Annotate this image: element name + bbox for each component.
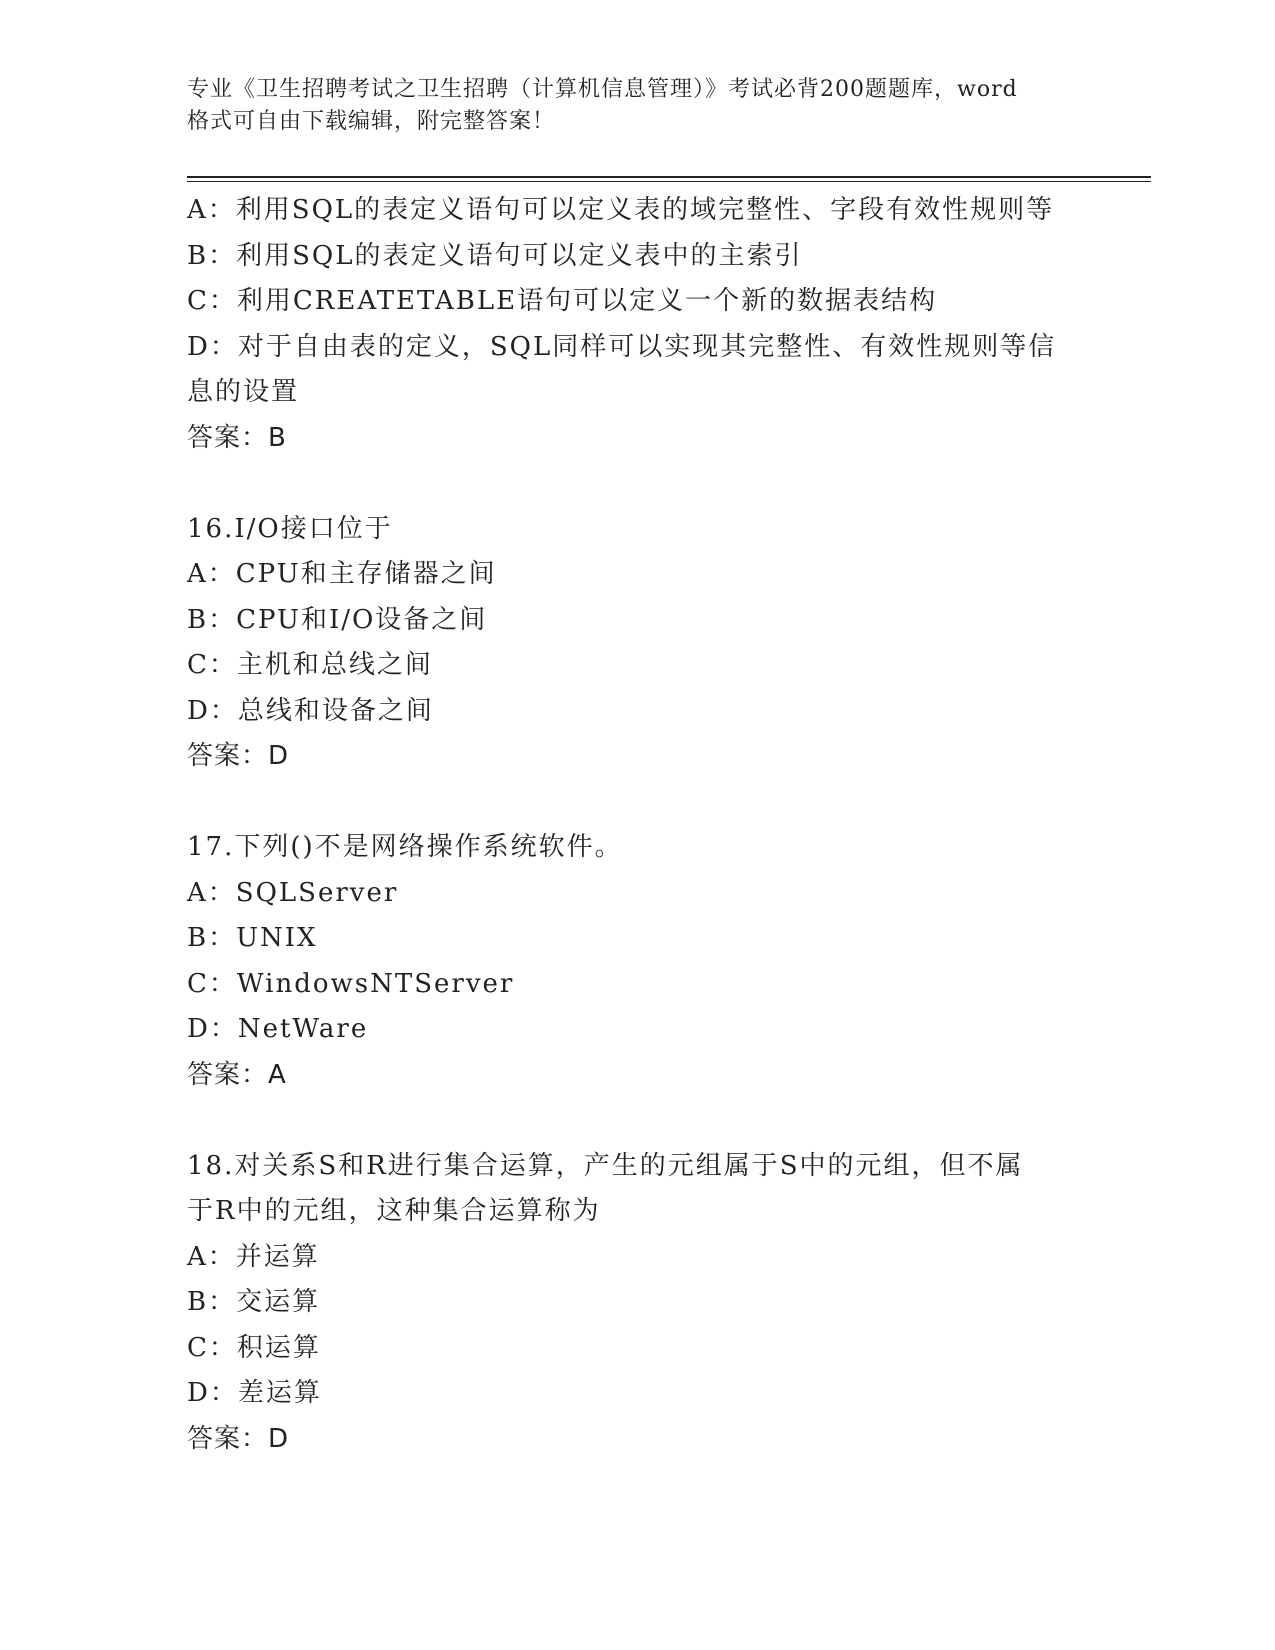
answer: 答案：B [187, 422, 287, 453]
spacer [187, 780, 1087, 826]
option-a: A：利用SQL的表定义语句可以定义表的域完整性、字段有效性规则等 [187, 195, 1055, 225]
option-b: B：利用SQL的表定义语句可以定义表中的主索引 [187, 240, 803, 271]
question-list [187, 188, 1087, 1462]
option-a: A：并运算 [187, 1241, 320, 1272]
header-divider-thin [187, 181, 1151, 182]
spacer [187, 1098, 1087, 1144]
option-d-line-2: 息的设置 [187, 377, 300, 407]
question-text-line-1: 18.对关系S和R进行集合运算，产生的元组属于S中的元组，但不属 [187, 1150, 1024, 1181]
document-header [187, 74, 1087, 138]
option-a: A：CPU和主存储器之间 [187, 559, 497, 589]
option-d: D：差运算 [187, 1378, 322, 1408]
option-c: C：利用CREATETABLE语句可以定义一个新的数据表结构 [187, 286, 938, 316]
question-block-17 [187, 825, 1087, 1098]
option-d: D：总线和设备之间 [187, 695, 434, 726]
question-block-15 [187, 188, 1087, 461]
answer: 答案：A [187, 1059, 287, 1090]
question-block-16 [187, 507, 1087, 780]
header-divider-thick [187, 176, 1151, 178]
option-c: C：积运算 [187, 1332, 321, 1363]
question-text: 17.下列()不是网络操作系统软件。 [187, 832, 623, 862]
option-d-line-1: D：对于自由表的定义，SQL同样可以实现其完整性、有效性规则等信 [187, 331, 1057, 362]
answer: 答案：D [187, 1423, 290, 1454]
spacer [187, 461, 1087, 507]
option-c: C：主机和总线之间 [187, 650, 433, 680]
question-text: 16.I/O接口位于 [187, 513, 393, 544]
answer: 答案：D [187, 741, 290, 771]
option-b: B：CPU和I/O设备之间 [187, 604, 488, 635]
option-b: B：UNIX [187, 923, 318, 953]
header-title-line-1: 专业《卫生招聘考试之卫生招聘（计算机信息管理）》考试必背200题题库，word [187, 77, 1018, 102]
option-b: B：交运算 [187, 1287, 321, 1317]
header-title-line-2: 格式可自由下载编辑，附完整答案！ [187, 109, 556, 134]
option-a: A：SQLServer [187, 877, 399, 908]
option-d: D：NetWare [187, 1014, 369, 1044]
question-text-line-2: 于R中的元组，这种集合运算称为 [187, 1196, 601, 1226]
question-block-18 [187, 1144, 1087, 1463]
option-c: C：WindowsNTServer [187, 968, 515, 999]
